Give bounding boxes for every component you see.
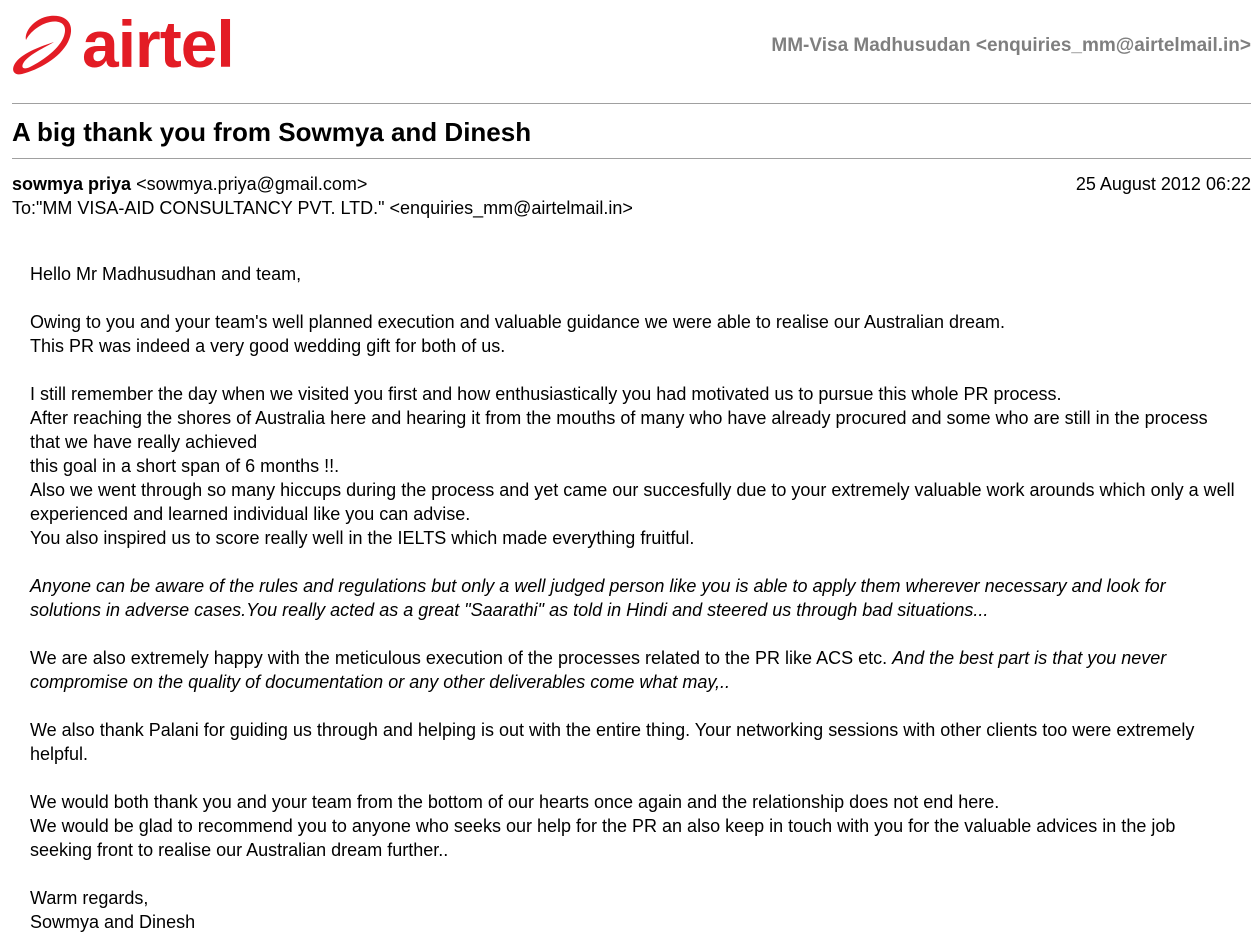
paragraph-2 xyxy=(30,382,1235,550)
divider-subject xyxy=(12,158,1251,159)
email-meta xyxy=(12,172,1251,220)
greeting: Hello Mr Madhusudhan and team, xyxy=(30,264,302,284)
paragraph-2-line-2: After reaching the shores of Australia here and hearing it from the mouths of many who have already procured and some who are still in the process that we have really achieved xyxy=(30,408,1208,452)
paragraph-6-line-2: We would be glad to recommend you to anyone who seeks our help for the PR an also keep in touch with you for the valuable advices in the job seeking front to realise our Australian dream further.. xyxy=(30,816,1176,860)
recipient-name: "MM VISA-AID CONSULTANCY PVT. LTD." xyxy=(36,198,385,218)
from-row xyxy=(12,172,1251,196)
paragraph-2-line-1: I still remember the day when we visited you first and how enthusiastically you had motivated us to pursue this whole PR process. xyxy=(30,384,1062,404)
airtel-swirl-icon xyxy=(10,12,76,78)
paragraph-6 xyxy=(30,790,1235,862)
paragraph-1 xyxy=(30,310,1235,358)
mailbox-owner: MM-Visa Madhusudan <enquiries_mm@airtelmail.in> xyxy=(771,35,1251,56)
sign-off xyxy=(30,886,1235,934)
paragraph-2-line-3: this goal in a short span of 6 months !!. xyxy=(30,456,340,476)
sender-name: sowmya priya xyxy=(12,174,132,194)
signature: Sowmya and Dinesh xyxy=(30,912,196,932)
recipient-email[interactable]: <enquiries_mm@airtelmail.in> xyxy=(389,198,633,218)
paragraph-1-line-2: This PR was indeed a very good wedding gift for both of us. xyxy=(30,336,506,356)
sender-email[interactable]: <sowmya.priya@gmail.com> xyxy=(136,174,368,194)
airtel-wordmark: airtel xyxy=(82,7,234,81)
closing: Warm regards, xyxy=(30,888,149,908)
paragraph-4 xyxy=(30,646,1235,694)
email-body xyxy=(30,262,1235,934)
to-label: To: xyxy=(12,198,37,218)
paragraph-2-line-4: Also we went through so many hiccups during the process and yet came our succesfully due to your extremely valuable work arounds which only a well experienced and learned individual like you can advise. xyxy=(30,480,1235,524)
paragraph-4-italic: And the best part is that you never compromise on the quality of documentation or any other deliverables come what may,.. xyxy=(30,648,1167,692)
email-date: 25 August 2012 06:22 xyxy=(1075,174,1251,194)
paragraph-5: We also thank Palani for guiding us through and helping is out with the entire thing. Your networking sessions with other clients too were extremely helpful. xyxy=(30,720,1195,764)
paragraph-1-line-1: Owing to you and your team's well planned execution and valuable guidance we were able to realise our Australian dream. xyxy=(30,312,1006,332)
paragraph-4-normal: We are also extremely happy with the meticulous execution of the processes related to the PR like ACS etc. xyxy=(30,648,893,668)
divider-top xyxy=(12,103,1251,104)
airtel-logo xyxy=(10,7,240,82)
paragraph-3: Anyone can be aware of the rules and regulations but only a well judged person like you is able to apply them wherever necessary and look for solutions in adverse cases.You really acted as a great "Saarathi" as told in Hindi and steered us through bad situations... xyxy=(30,576,1166,620)
to-row xyxy=(12,196,1251,220)
paragraph-6-line-1: We would both thank you and your team from the bottom of our hearts once again and the relationship does not end here. xyxy=(30,792,1000,812)
paragraph-2-line-5: You also inspired us to score really well in the IELTS which made everything fruitful. xyxy=(30,528,695,548)
email-subject: A big thank you from Sowmya and Dinesh xyxy=(12,117,532,147)
mail-header xyxy=(0,0,1254,100)
